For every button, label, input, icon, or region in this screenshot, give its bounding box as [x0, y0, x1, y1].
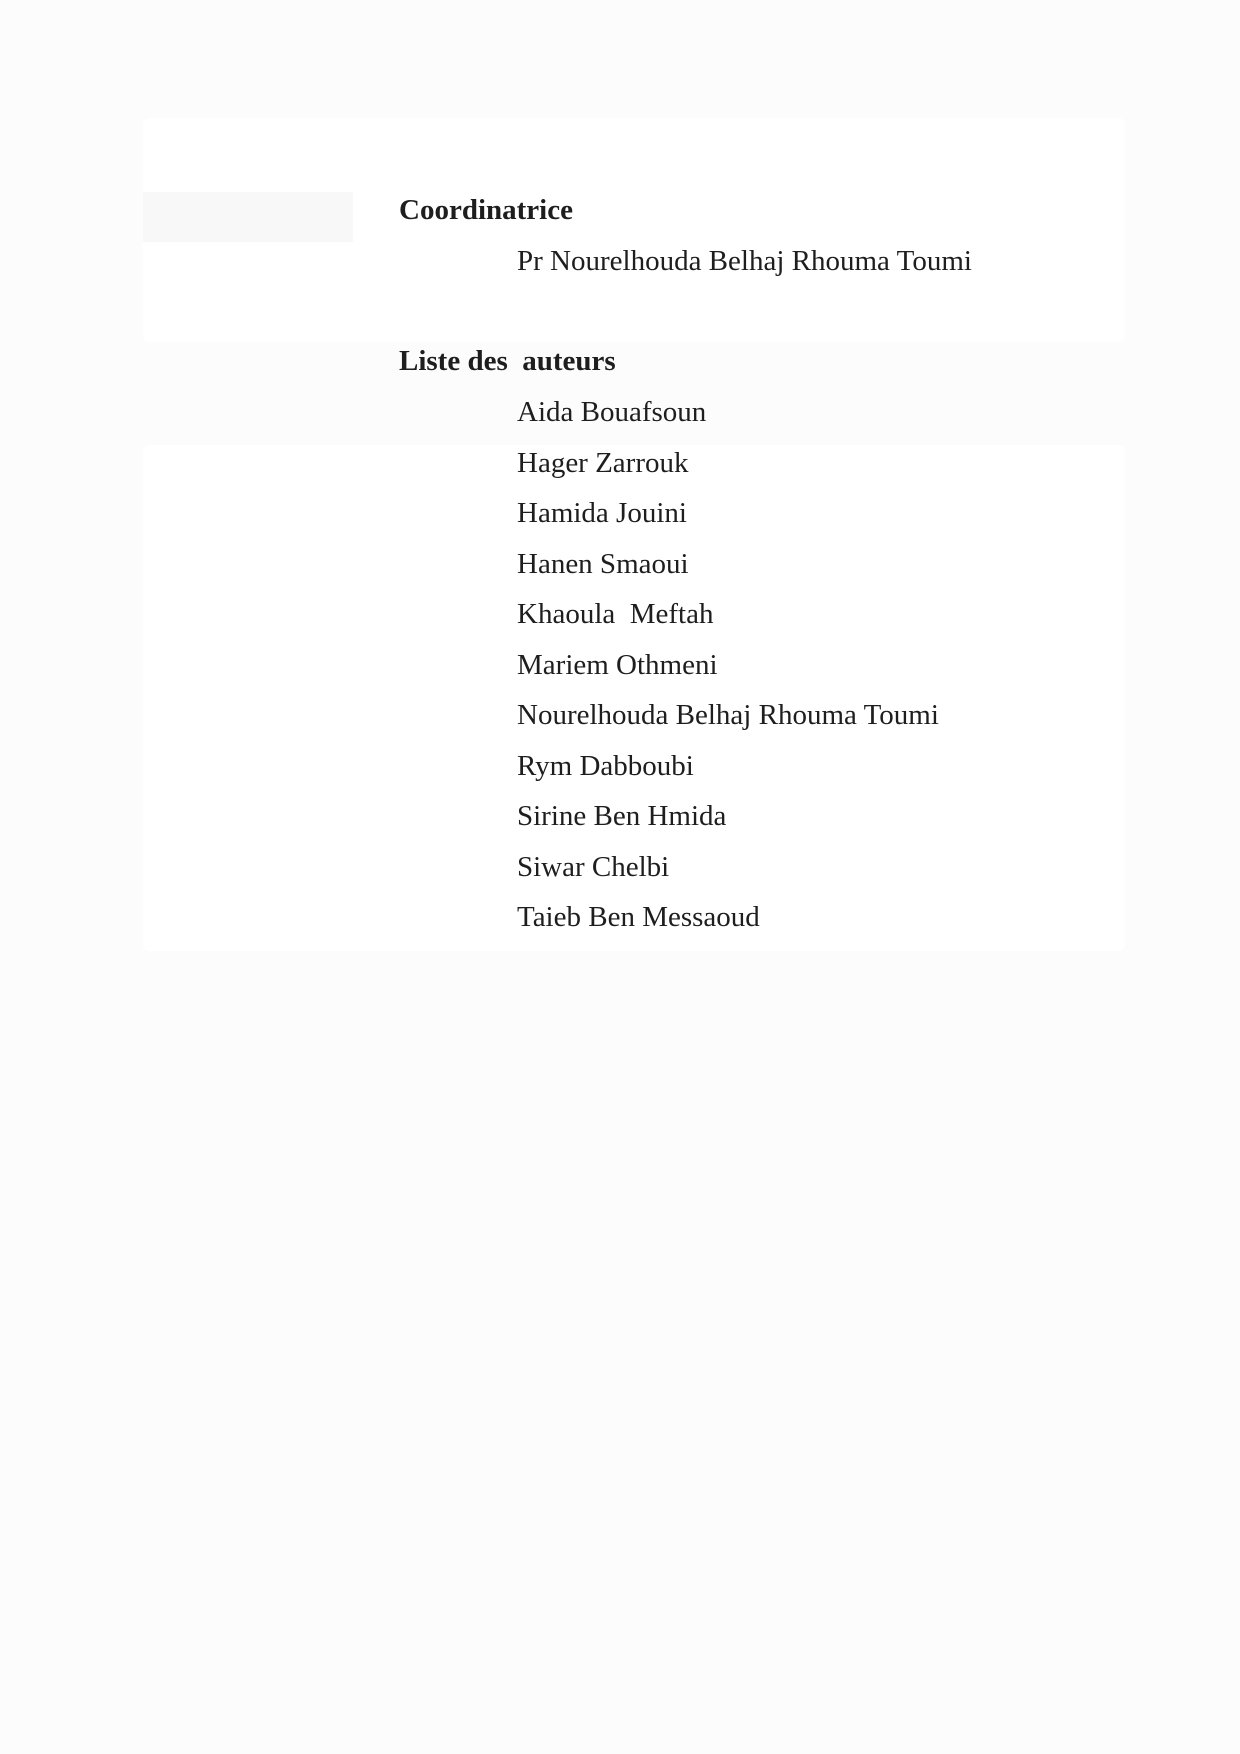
list-item: Sirine Ben Hmida [517, 800, 727, 832]
list-item: Aida Bouafsoun [517, 396, 707, 428]
list-item: Hager Zarrouk [517, 446, 689, 479]
authors-heading: Liste des auteurs [399, 345, 616, 377]
author-list [517, 398, 939, 954]
coordinator-heading: Coordinatrice [399, 194, 573, 226]
list-item: Hamida Jouini [517, 497, 687, 529]
list-item: Siwar Chelbi [517, 850, 670, 883]
list-item: Khaoula Meftah [517, 598, 714, 630]
list-item: Hanen Smaoui [517, 547, 689, 580]
shaded-strip [143, 192, 353, 242]
coordinator-name: Pr Nourelhouda Belhaj Rhouma Toumi [517, 245, 972, 277]
list-item: Taieb Ben Messaoud [517, 901, 760, 933]
list-item: Rym Dabboubi [517, 749, 694, 782]
list-item: Nourelhouda Belhaj Rhouma Toumi [517, 699, 939, 731]
list-item: Mariem Othmeni [517, 648, 718, 681]
